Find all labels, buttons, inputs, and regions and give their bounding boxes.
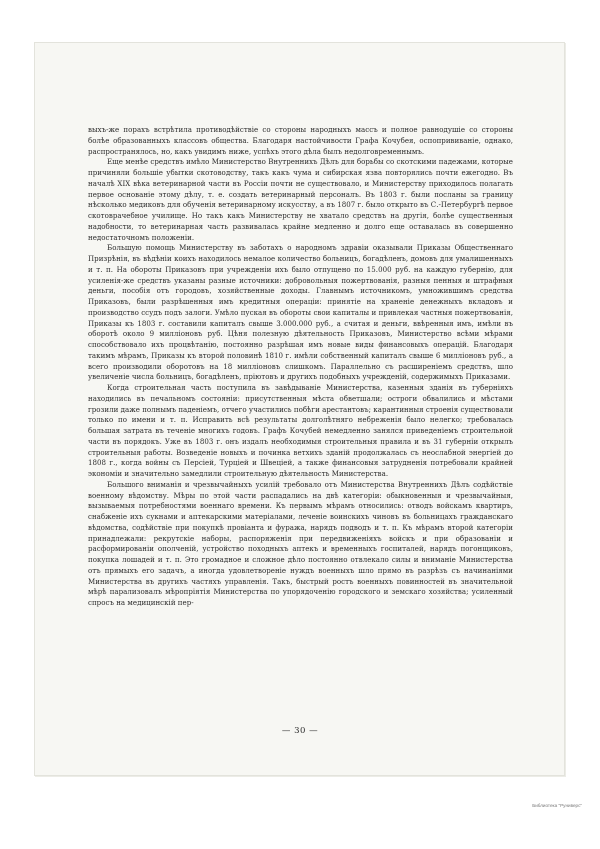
paragraph-4: Когда строительная часть поступила въ завѣдываніе Министерства, казенныя зданія въ губерніяхъ находились въ печальномъ состояніи: присутственныя мѣста обветшали; остроги обвалились и мѣстами грозили даже полнымъ паденіемъ, отчего участились побѣги арестантовъ; карантинныя строенія существовали только по имени и т. п. Исправить всѣ результаты долголѣтняго небреженія было нелегко; требовалась большая затрата въ теченіе многихъ годовъ. Графъ Кочубей немедленно занялся приведеніемъ строительной части въ порядокъ. Уже въ 1803 г. онъ издалъ необходимыя строительныя правила и въ 31 губерніи открылъ строительныя работы. Возведеніе новыхъ и починка ветхихъ зданій продолжалась съ неослабной энергіей до 1808 г., когда войны съ Персіей, Турціей и Швеціей, а также финансовыя затрудненія потребовали крайней экономіи и значительно замедлили строительную дѣятельность Министерства. bbox=[88, 383, 513, 478]
page-number: — 30 — bbox=[281, 726, 319, 736]
paragraph-1: выхъ-же порахъ встрѣтила противодѣйствіе со стороны народныхъ массъ и полное равнодушіе со стороны болѣе образованныхъ классовъ общества. Благодаря настойчивости Графа Кочубея, оспопрививаніе, однако, распространялось, но, какъ увидимъ ниже, успѣхъ этого дѣла былъ недолговременнымъ. bbox=[88, 125, 513, 156]
paragraph-5: Большого вниманія и чрезвычайныхъ усилій требовало отъ Министерства Внутреннихъ Дѣлъ содѣйствіе военному вѣдомству. Мѣры по этой части распадались на двѣ категоріи: обыкновенныя и чрезвычайныя, вызываемыя потребностями военнаго времени. Къ первымъ мѣрамъ относились: отводъ войскамъ квартиръ, снабженіе ихъ сукнами и аптекарскими матеріалами, леченіе воинскихъ чиновъ въ больницахъ гражданскаго вѣдомства, содѣйствіе при покупкѣ провіанта и фуража, нарядъ подводъ и т. п. Къ мѣрамъ второй категоріи принадлежали: рекрутскіе наборы, распоряженія при передвиженіяхъ войскъ и при образованіи и расформированіи ополченій, устройство походныхъ аптекъ и временныхъ госпиталей, нарядъ погонщиковъ, покупка лошадей и т. п. Это громадное и сложное дѣло постоянно отвлекало силы и вниманіе Министерства отъ прямыхъ его задачъ, а иногда удовлетвореніе нуждъ военныхъ шло прямо въ разрѣзъ съ начинаніями Министерства въ другихъ частяхъ управленія. Такъ, быстрый ростъ военныхъ повинностей въ значительной мѣрѣ парализовалъ мѣропріятія Министерства по упорядоченію городского и земскаго хозяйства; усиленный спросъ на медицинскій пер- bbox=[88, 479, 513, 607]
body-text bbox=[88, 125, 513, 721]
paragraph-2: Еще менѣе средствъ имѣло Министерство Внутреннихъ Дѣлъ для борьбы со скотскими падежами, которые причиняли большіе убытки скотоводству, такъ какъ чума и сибирская язва повторялись почти ежегодно. Въ началѣ XIX вѣка ветеринарной части въ Россіи почти не существовало, и Министерству приходилось полагать первое основаніе этому дѣлу, т. е. создать ветеринарный персоналъ. Въ 1803 г. были посланы за границу нѣсколько медиковъ для обученія ветеринарному искусству, а въ 1807 г. было открыто въ С.-Петербургѣ первое скотоврачебное училище. Но такъ какъ Министерству не хватало средствъ на другія, болѣе существенныя надобности, то ветеринарная часть развивалась крайне медленно и долго еще оставалась въ совершенно недостаточномъ положеніи. bbox=[88, 157, 513, 242]
paragraph-3: Большую помощь Министерству въ заботахъ о народномъ здравіи оказывали Приказы Общественнаго Призрѣнія, въ вѣдѣніи коихъ находилось немалое количество больницъ, богадѣленъ, домовъ для умалишенныхъ и т. п. На обороты Приказовъ при учрежденіи ихъ было отпущено по 15.000 руб. на каждую губернію, для усиленія-же средствъ указаны разные источники: добровольныя пожертвованія, разныя пенныя и штрафныя деньги, пособія отъ городовъ, хозяйственные доходы. Главнымъ источникомъ, умножившимъ средства Приказовъ, были разрѣшенныя имъ кредитныя операціи: принятіе на храненіе денежныхъ вкладовъ и производство ссудъ подъ залоги. Умѣло пуская въ обороты свои капиталы и привлекая частныя пожертвованія, Приказы къ 1803 г. составили капиталъ свыше 3.000.000 руб., а считая и деньги, ввѣренныя имъ, имѣли въ оборотѣ около 9 милліоновъ руб. Цѣня полезную дѣятельность Приказовъ, Министерство всѣми мѣрами способствовало ихъ процвѣтанію, постоянно разрѣшая имъ новые виды финансовыхъ операцій. Благодаря такимъ мѣрамъ, Приказы къ второй половинѣ 1810 г. имѣли собственный капиталъ свыше 6 милліоновъ руб., а всего производили оборотовъ на 18 милліоновъ слишкомъ. Параллельно съ расширеніемъ средствъ, шло увеличеніе числа больницъ, богадѣленъ, пріютовъ и другихъ подобныхъ учрежденій, содержимыхъ Приказами. bbox=[88, 243, 513, 382]
library-watermark: Библиотека "Руниверс" bbox=[532, 803, 582, 808]
